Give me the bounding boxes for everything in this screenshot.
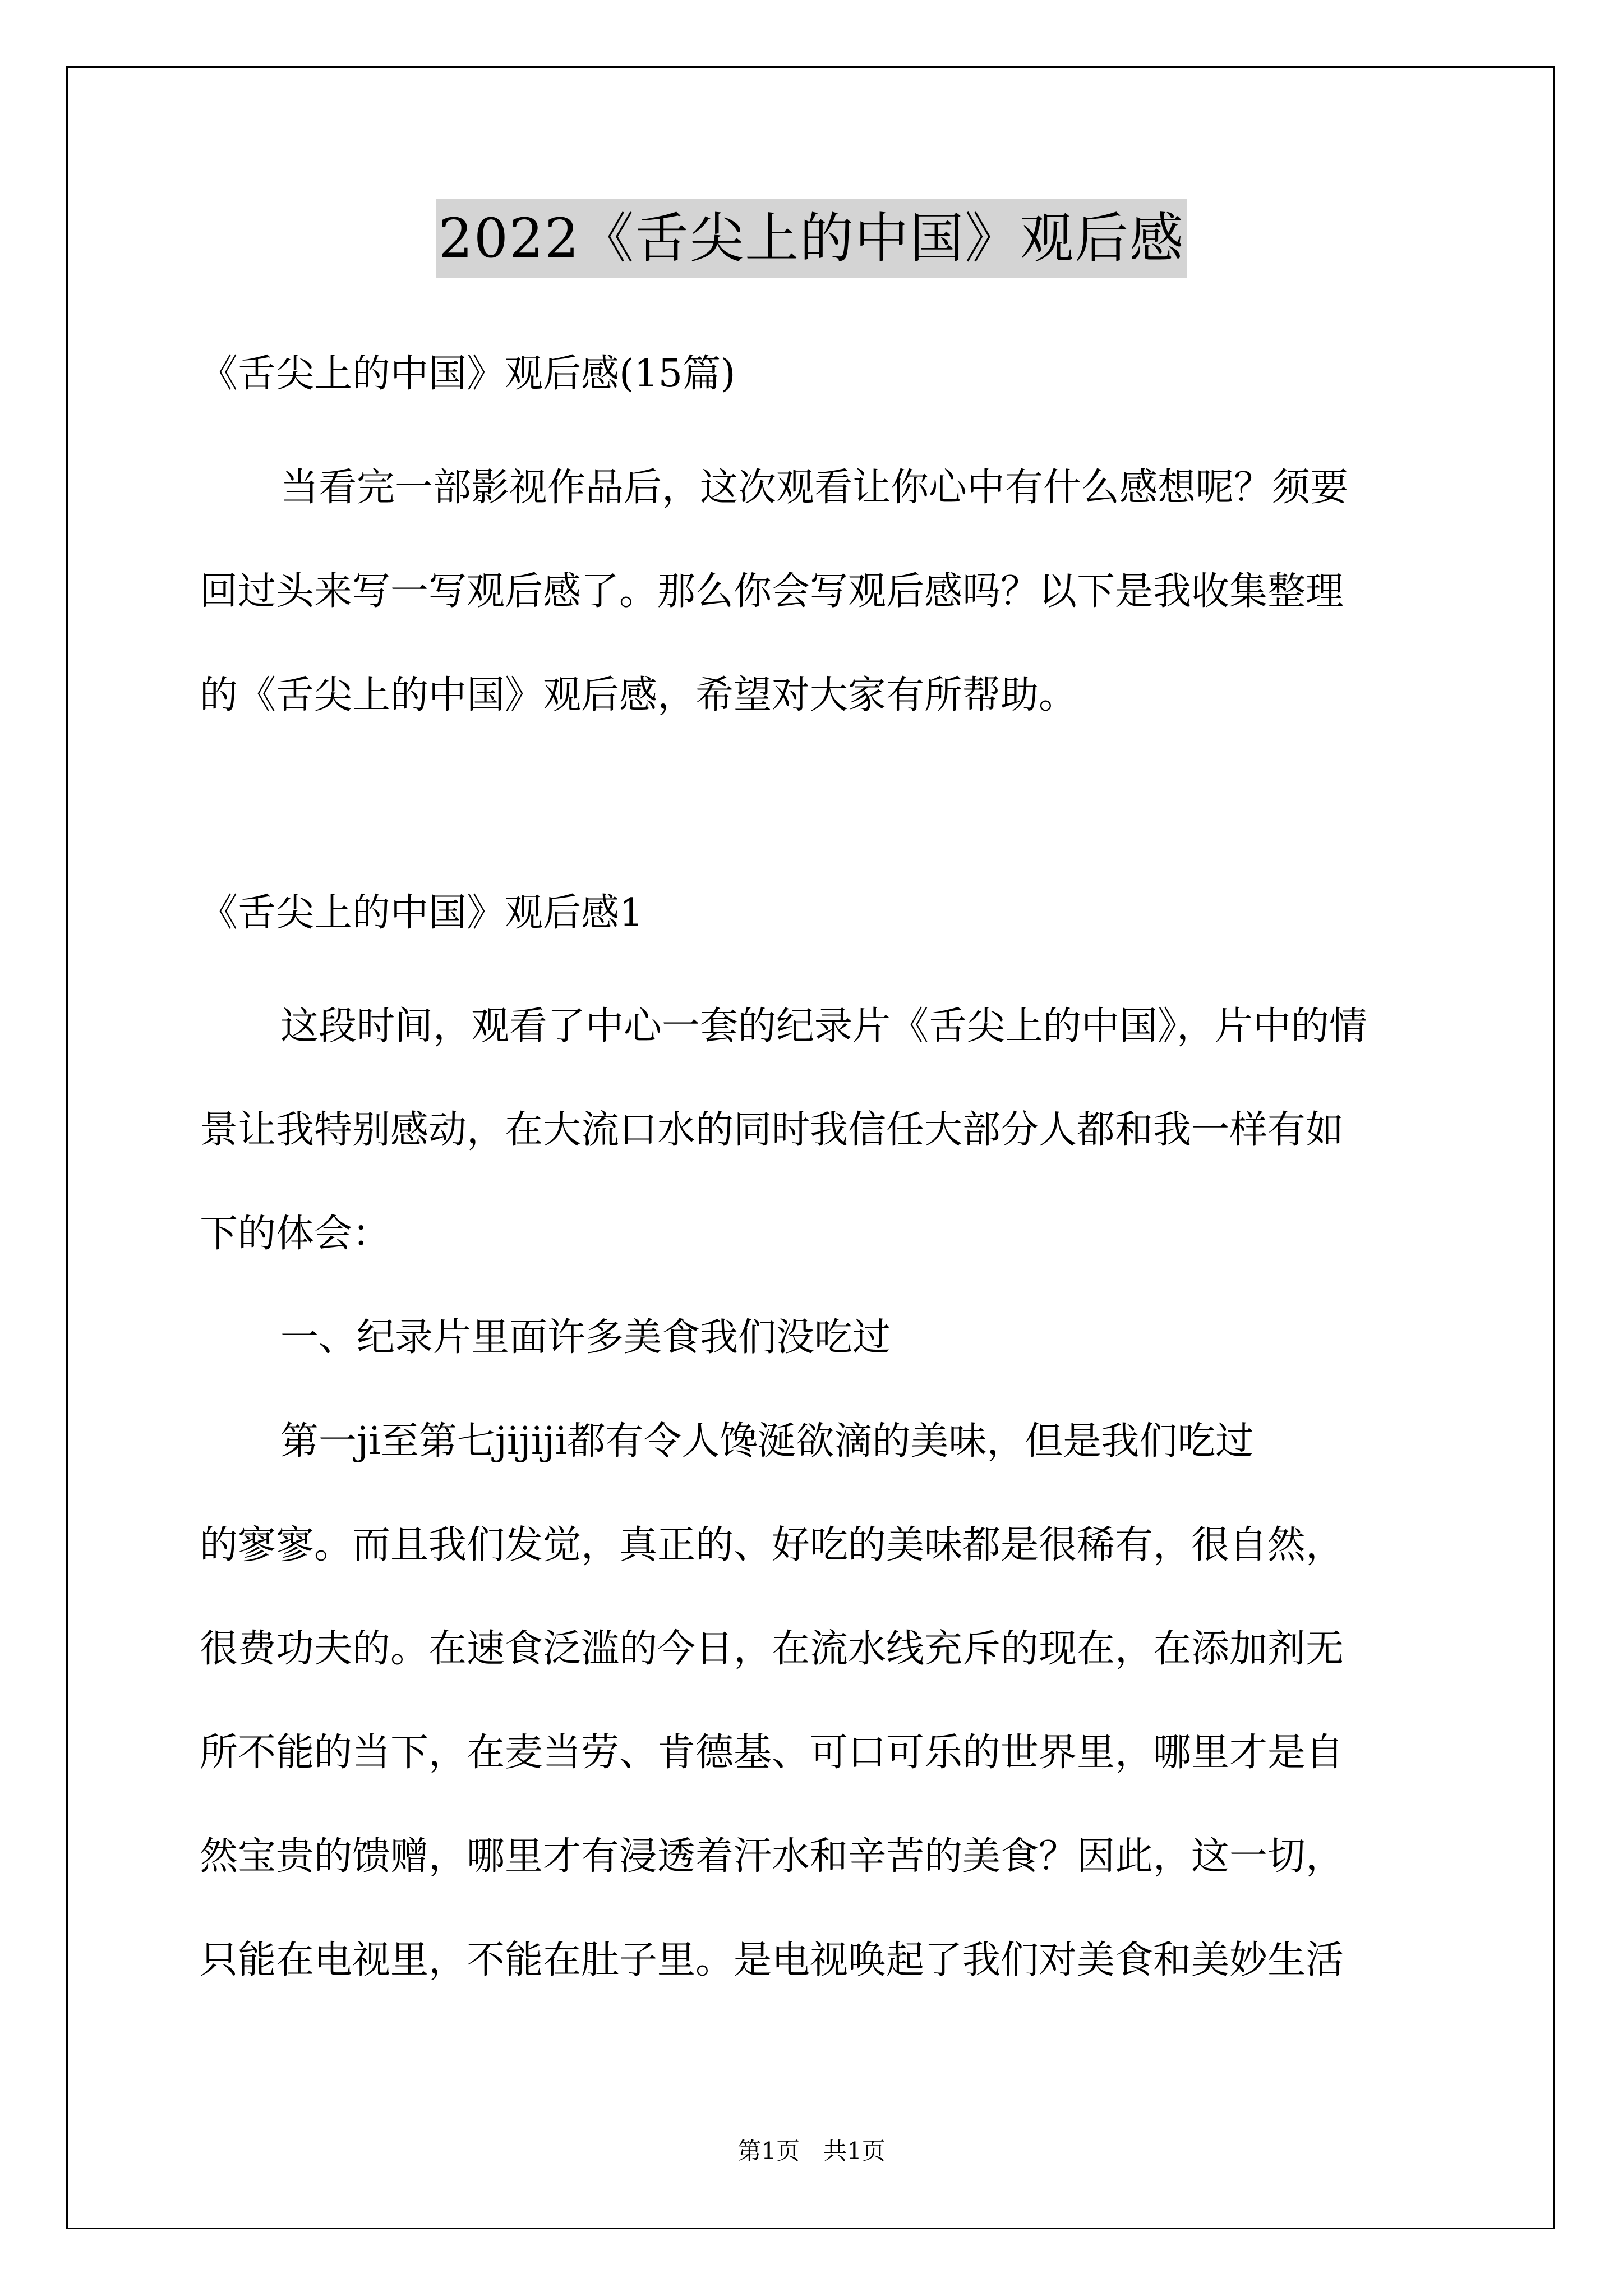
body-line: 下的体会： [200,1212,391,1256]
body-line: 很费功夫的。在速食泛滥的今日，在流水线充斥的现在，在添加剂无 [200,1627,1344,1671]
title-container [0,199,1623,278]
body-line: 这段时间，观看了中心一套的纪录片《舌尖上的中国》，片中的情 [280,1004,1368,1048]
list-heading: 一、纪录片里面许多美食我们没吃过 [280,1315,891,1360]
body-line: 的寥寥。而且我们发觉，真正的、好吃的美味都是很稀有，很自然， [200,1523,1344,1567]
body-line: 景让我特别感动，在大流口水的同时我信任大部分人都和我一样有如 [200,1108,1344,1152]
document-title: 2022《舌尖上的中国》观后感 [436,199,1187,278]
intro-line: 回过头来写一写观后感了。那么你会写观后感吗？以下是我收集整理 [200,569,1344,614]
body-line: 所不能的当下，在麦当劳、肯德基、可口可乐的世界里，哪里才是自 [200,1731,1344,1775]
body-line: 第一ji至第七jijiji都有令人馋涎欲滴的美味，但是我们吃过 [280,1419,1254,1464]
intro-line: 当看完一部影视作品后，这次观看让你心中有什么感想呢？须要 [280,466,1349,510]
intro-line: 的《舌尖上的中国》观后感，希望对大家有所帮助。 [200,673,1077,717]
body-line: 然宝贵的馈赠，哪里才有浸透着汗水和辛苦的美食？因此，这一切， [200,1834,1344,1879]
subtitle: 《舌尖上的中国》观后感(15篇) [200,352,736,396]
page-footer: 第1页 共1页 [737,2137,886,2165]
body-line: 只能在电视里，不能在肚子里。是电视唤起了我们对美食和美妙生活 [200,1938,1344,1982]
section-heading: 《舌尖上的中国》观后感1 [200,891,644,935]
